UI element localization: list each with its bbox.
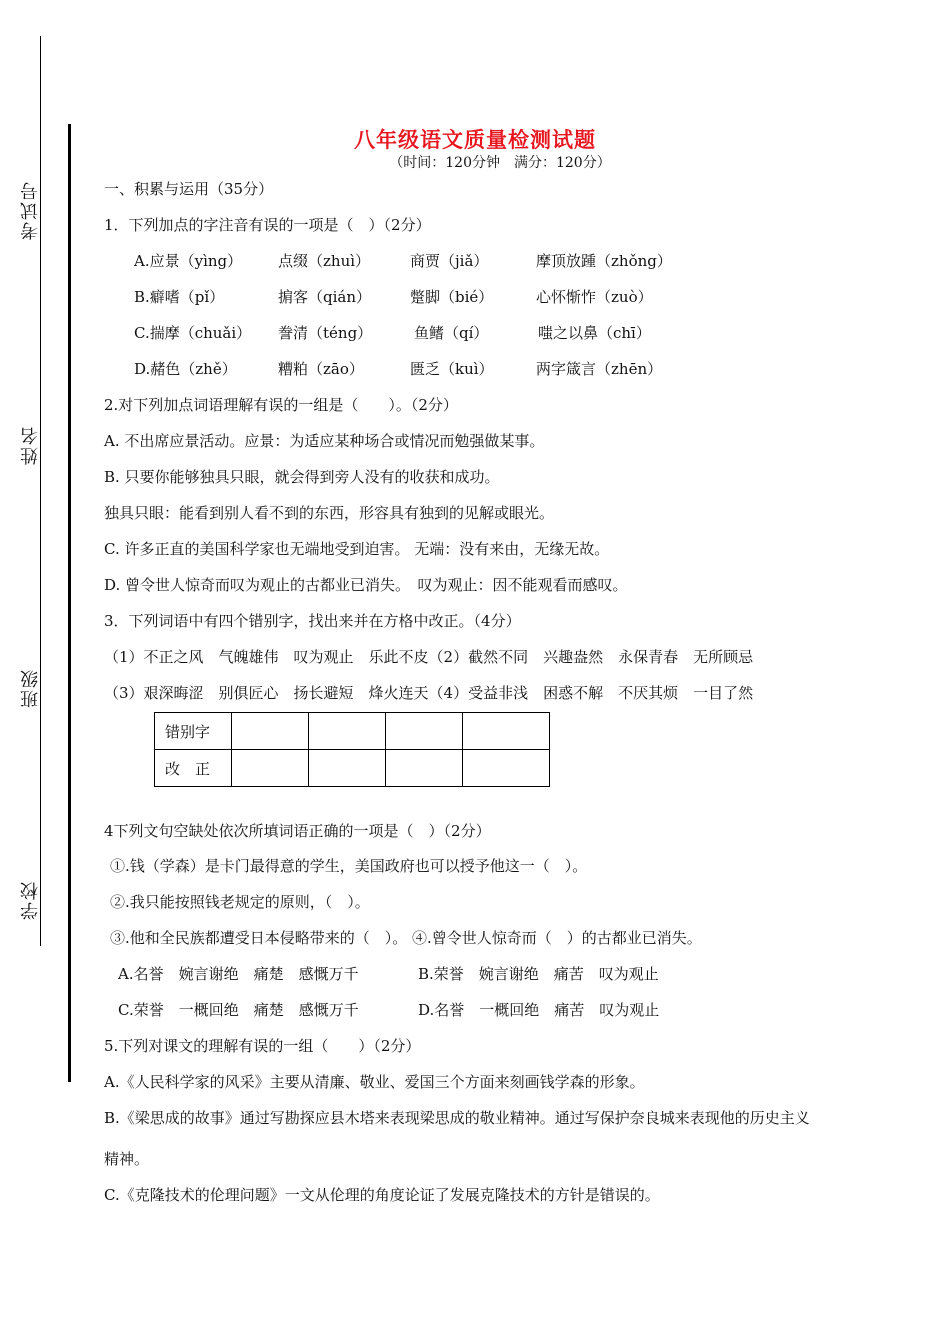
q2-line: C. 许多正直的美国科学家也无端地受到迫害。 无端：没有来由，无缘无故。 <box>104 540 610 558</box>
answer-cell[interactable] <box>309 750 386 787</box>
q2-line: B. 只要你能够独具只眼，就会得到旁人没有的收获和成功。 <box>104 468 500 486</box>
q5-line: 精神。 <box>104 1150 150 1168</box>
section-heading: 一、积累与运用（35分） <box>104 180 274 198</box>
question-5-stem: 5.下列对课文的理解有误的一组（ ）（2分） <box>104 1037 421 1055</box>
q2-line: D. 曾令世人惊奇而叹为观止的古都业已消失。 叹为观止：因不能观看而感叹。 <box>104 576 628 594</box>
page-title: 八年级语文质量检测试题 <box>354 127 596 152</box>
class-label: 班级 <box>20 668 41 708</box>
q4-option: A.名誉 婉言谢绝 痛楚 感慨万千 <box>118 965 359 983</box>
q3-words-line: （1）不正之风 气魄雄伟 叹为观止 乐此不皮（2）截然不同 兴趣盎然 永保青春 无所顾忌 <box>104 648 754 666</box>
q4-option: D.名誉 一概回绝 痛苦 叹为观止 <box>418 1001 660 1019</box>
answer-cell[interactable] <box>232 713 309 750</box>
q4-option: B.荣誉 婉言谢绝 痛苦 叹为观止 <box>418 965 659 983</box>
q4-line: ①.钱（学森）是卡门最得意的学生，美国政府也可以授予他这一（ ）。 <box>110 857 588 875</box>
table-header-wrong: 错别字 <box>155 713 232 750</box>
q1-option: 心怀惭怍（zuò） <box>536 288 653 306</box>
q1-option: 糟粕（zāo） <box>278 360 364 378</box>
q5-line: A.《人民科学家的风采》主要从清廉、敬业、爱国三个方面来刻画钱学森的形象。 <box>104 1073 645 1091</box>
q2-line: A. 不出席应景活动。应景：为适应某种场合或情况而勉强做某事。 <box>104 432 545 450</box>
q1-option: 掮客（qián） <box>278 288 372 306</box>
margin-rule-right <box>68 124 71 1082</box>
q1-option: B.癖嗜（pǐ） <box>134 288 225 306</box>
question-2-stem: 2.对下列加点词语理解有误的一组是（ ）。（2分） <box>104 396 458 414</box>
table-header-correct: 改 正 <box>155 750 232 787</box>
q4-line: ③.他和全民族都遭受日本侵略带来的（ ）。 ④.曾令世人惊奇而（ ）的古都业已消失。 <box>110 929 702 947</box>
q1-option: D.赭色（zhě） <box>134 360 237 378</box>
answer-cell[interactable] <box>463 713 550 750</box>
answer-cell[interactable] <box>386 750 463 787</box>
q4-option: C.荣誉 一概回绝 痛楚 感慨万千 <box>118 1001 359 1019</box>
page-subtitle: （时间：120分钟 满分：120分） <box>389 155 611 171</box>
q1-option: 匮乏（kuì） <box>410 360 494 378</box>
q3-words-line: （3）艰深晦涩 别俱匠心 扬长避短 烽火连天（4）受益非浅 困惑不解 不厌其烦 一目了然 <box>104 684 754 702</box>
q1-option: A.应景（yìng） <box>134 252 243 270</box>
q4-line: ②.我只能按照钱老规定的原则，（ ）。 <box>110 893 370 911</box>
question-3-stem: 3．下列词语中有四个错别字，找出来并在方格中改正。（4分） <box>104 612 521 630</box>
q1-option: 蹩脚（bié） <box>410 288 494 306</box>
q2-line: 独具只眼：能看到别人看不到的东西，形容具有独到的见解或眼光。 <box>104 504 555 522</box>
table-row <box>155 750 550 787</box>
question-1-stem: 1．下列加点的字注音有误的一项是（ ）（2分） <box>104 216 431 234</box>
q1-option: 嗤之以鼻（chī） <box>538 324 651 342</box>
answer-cell[interactable] <box>386 713 463 750</box>
margin-rule-left <box>40 36 41 946</box>
q1-option: 商贾（jiǎ） <box>410 252 489 270</box>
answer-cell[interactable] <box>309 713 386 750</box>
q1-option: 誊清（téng） <box>278 324 373 342</box>
name-label: 姓名 <box>20 425 41 465</box>
q1-option: 鱼鳍（qí） <box>414 324 489 342</box>
q5-line: B.《梁思成的故事》通过写勘探应县木塔来表现梁思成的敬业精神。通过写保护奈良城来表现他的历史主义 <box>104 1109 810 1127</box>
exam-number-label: 考试号 <box>20 180 41 240</box>
correction-table <box>154 712 550 787</box>
q5-line: C.《克隆技术的伦理问题》一文从伦理的角度论证了发展克隆技术的方针是错误的。 <box>104 1186 660 1204</box>
q1-option: 点缀（zhuì） <box>278 252 371 270</box>
table-row <box>155 713 550 750</box>
answer-cell[interactable] <box>463 750 550 787</box>
q1-option: 两字箴言（zhēn） <box>536 360 663 378</box>
q1-option: 摩顶放踵（zhǒng） <box>536 252 672 270</box>
answer-cell[interactable] <box>232 750 309 787</box>
q1-option: C.揣摩（chuǎi） <box>134 324 252 342</box>
question-4-stem: 4下列文句空缺处依次所填词语正确的一项是（ ）（2分） <box>104 822 491 840</box>
school-label: 学校 <box>20 880 41 920</box>
